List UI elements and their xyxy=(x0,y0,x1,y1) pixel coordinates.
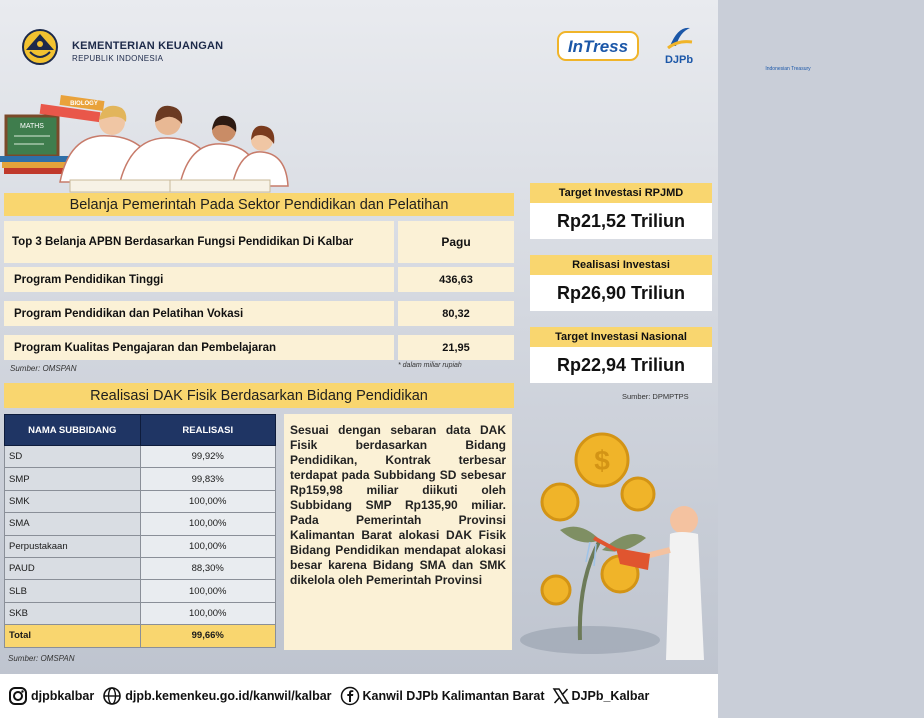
program-label: Program Kualitas Pengajaran dan Pembelajaran xyxy=(4,335,394,360)
table1-header: Top 3 Belanja APBN Berdasarkan Fungsi Pendidikan Di Kalbar xyxy=(4,221,394,263)
total-row xyxy=(5,625,276,647)
table-row xyxy=(5,557,276,579)
col-realisasi-header: REALISASI xyxy=(140,415,275,446)
table-row xyxy=(5,468,276,490)
subbidang-name: SLB xyxy=(5,580,141,602)
stat-value-rpjmd: Rp21,52 Triliun xyxy=(530,203,712,239)
realisasi-value: 99,92% xyxy=(140,446,275,468)
coin-plant-illustration xyxy=(520,430,718,660)
dak-table xyxy=(4,414,276,648)
section1-title: Belanja Pemerintah Pada Sektor Pendidikan dan Pelatihan xyxy=(4,193,514,216)
x-handle: DJPb_Kalbar xyxy=(571,689,650,703)
stat-value-nasional: Rp22,94 Triliun xyxy=(530,347,712,383)
realisasi-value: 100,00% xyxy=(140,580,275,602)
col-subbidang-header: NAMA SUBBIDANG xyxy=(5,415,141,446)
realisasi-value: 100,00% xyxy=(140,535,275,557)
stats-source: Sumber: DPMPTPS xyxy=(622,392,689,401)
subbidang-name: SD xyxy=(5,446,141,468)
board-label: MATHS xyxy=(20,123,44,130)
program-value: 436,63 xyxy=(398,267,514,292)
program-label: Program Pendidikan Tinggi xyxy=(4,267,394,292)
instagram-handle: djpbkalbar xyxy=(31,689,95,703)
table-row xyxy=(5,490,276,512)
unit-note: * dalam miliar rupiah xyxy=(398,362,462,369)
program-label: Program Pendidikan dan Pelatihan Vokasi xyxy=(4,301,394,326)
subbidang-name: SMK xyxy=(5,490,141,512)
realisasi-value: 100,00% xyxy=(140,490,275,512)
table-row xyxy=(5,446,276,468)
section2-title: Realisasi DAK Fisik Berdasarkan Bidang Pendidikan xyxy=(4,383,514,408)
footer xyxy=(0,674,718,718)
footer-facebook[interactable] xyxy=(340,686,545,706)
students-illustration xyxy=(0,92,290,194)
total-value: 99,66% xyxy=(140,625,275,647)
djpb-tagline: Indonesian Treasury xyxy=(765,66,811,72)
footer-x[interactable] xyxy=(553,688,650,704)
subbidang-name: SMA xyxy=(5,513,141,535)
stat-label-realisasi: Realisasi Investasi xyxy=(530,255,712,275)
table-row xyxy=(5,513,276,535)
program-value: 21,95 xyxy=(398,335,514,360)
realisasi-value: 88,30% xyxy=(140,557,275,579)
book-label: BIOLOGY xyxy=(70,101,98,107)
subbidang-name: SMP xyxy=(5,468,141,490)
section2-source: Sumber: OMSPAN xyxy=(8,654,75,663)
footer-website[interactable] xyxy=(102,686,331,706)
djpb-logo-icon xyxy=(664,24,694,50)
table-row xyxy=(5,602,276,624)
section1-source: Sumber: OMSPAN xyxy=(10,364,77,373)
footer-instagram[interactable] xyxy=(8,686,94,706)
svg-text:$: $ xyxy=(594,445,610,476)
website-url: djpb.kemenkeu.go.id/kanwil/kalbar xyxy=(125,689,332,703)
program-value: 80,32 xyxy=(398,301,514,326)
kemenkeu-emblem-icon xyxy=(20,28,60,66)
ministry-line2: REPUBLIK INDONESIA xyxy=(72,54,164,63)
total-label: Total xyxy=(5,625,141,647)
realisasi-value: 100,00% xyxy=(140,602,275,624)
intress-logo-icon xyxy=(557,30,639,62)
instagram-icon xyxy=(8,686,28,706)
intress-logo-text: InTress xyxy=(567,37,629,56)
djpb-logo xyxy=(652,24,811,78)
realisasi-value: 99,83% xyxy=(140,468,275,490)
table-row xyxy=(5,580,276,602)
pagu-header: Pagu xyxy=(398,221,514,263)
ministry-name xyxy=(72,40,223,63)
x-icon xyxy=(553,688,569,704)
ministry-line1: KEMENTERIAN KEUANGAN xyxy=(72,40,224,52)
subbidang-name: Perpustakaan xyxy=(5,535,141,557)
stat-label-nasional: Target Investasi Nasional xyxy=(530,327,712,347)
table-row xyxy=(5,535,276,557)
subbidang-name: SKB xyxy=(5,602,141,624)
stat-value-realisasi: Rp26,90 Triliun xyxy=(530,275,712,311)
subbidang-name: PAUD xyxy=(5,557,141,579)
facebook-icon xyxy=(340,686,360,706)
dak-description: Sesuai dengan sebaran data DAK Fisik berdasarkan Bidang Pendidikan, Kontrak terbesar terdapat pada Subbidang SD sebesar Rp159,98 miliar diikuti oleh Subbidang SMP Rp135,90 miliar. Pada Pemerintah Provinsi Kalimantan Barat alokasi DAK Fisik Bidang Pendidikan mendapat alokasi besar karena Bidang SMA dan SMK dikelola oleh Pemerintah Provinsi xyxy=(284,414,512,650)
stat-label-rpjmd: Target Investasi RPJMD xyxy=(530,183,712,203)
facebook-page: Kanwil DJPb Kalimantan Barat xyxy=(362,689,545,703)
globe-icon xyxy=(102,686,122,706)
djpb-logo-text: DJPb xyxy=(664,54,694,66)
realisasi-value: 100,00% xyxy=(140,513,275,535)
